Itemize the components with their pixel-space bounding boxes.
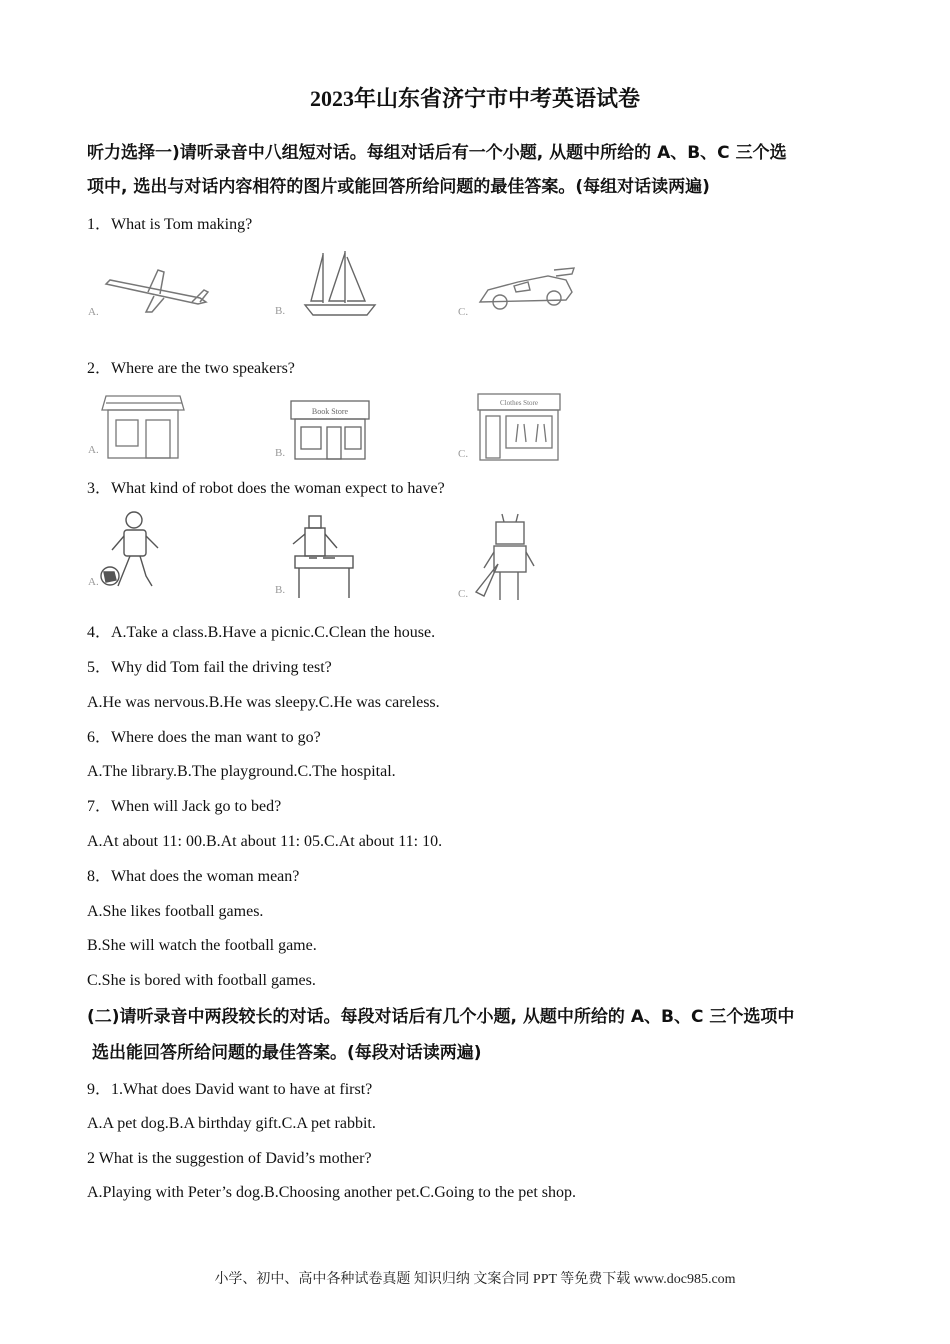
q2-option-b: B. [275, 447, 286, 459]
question-9-sub1-answers: A.A pet dog.B.A birthday gift.C.A pet rabbit. [87, 1115, 376, 1132]
q3-option-b: B. [275, 584, 286, 596]
question-7-answers: A.At about 11: 00.B.At about 11: 05.C.At about 11: 10. [87, 833, 443, 850]
question-8-answer-b: B.She will watch the football game. [87, 937, 317, 954]
question-4: 4．A.Take a class.B.Have a picnic.C.Clean the house. [87, 624, 436, 641]
page-footer: 小学、初中、高中各种试卷真题 知识归纳 文案合同 PPT 等免费下载 www.doc985.com [214, 1272, 736, 1287]
section1-heading-line1: 听力选择一)请听录音中八组短对话。每组对话后有一个小题, 从题中所给的 A、B、C 三个选 [87, 143, 787, 163]
q2-option-c: C. [458, 448, 469, 460]
clothes-store-sign: Clothes Store [500, 399, 538, 407]
cooking-robot-picture [275, 514, 365, 602]
question-9-sub2: 2 What is the suggestion of David’s mother? [87, 1150, 372, 1167]
question-9-sub2-answers: A.Playing with Peter’s dog.B.Choosing another pet.C.Going to the pet shop. [87, 1184, 577, 1201]
book-store-sign: Book Store [311, 407, 349, 416]
question-7: 7．When will Jack go to bed? [87, 798, 282, 815]
question-8: 8．What does the woman mean? [87, 868, 300, 885]
question-9-sub1: 9．1.What does David want to have at first? [87, 1081, 373, 1098]
race-car-picture [458, 262, 583, 320]
section1-heading-line2: 项中, 选出与对话内容相符的图片或能回答所给问题的最佳答案。(每组对话读两遍) [87, 177, 710, 197]
question-6: 6．Where does the man want to go? [87, 729, 321, 746]
book-store-picture [275, 397, 377, 463]
question-1: 1．What is Tom making? [87, 216, 253, 233]
q1-option-c: C. [458, 306, 469, 318]
shop-picture [88, 392, 188, 462]
q2-option-a: A. [88, 444, 99, 456]
page-title: 2023年山东省济宁市中考英语试卷 [309, 86, 640, 111]
question-8-answer-c: C.She is bored with football games. [87, 972, 316, 989]
section2-heading-line2: 选出能回答所给问题的最佳答案。(每段对话读两遍) [92, 1043, 482, 1063]
q3-option-c: C. [458, 588, 469, 600]
question-5-answers: A.He was nervous.B.He was sleepy.C.He was careless. [87, 694, 440, 711]
question-5: 5．Why did Tom fail the driving test? [87, 659, 332, 676]
football-robot-picture [88, 510, 198, 595]
q3-option-a: A. [88, 576, 99, 588]
question-3: 3．What kind of robot does the woman expect to have? [87, 480, 445, 497]
airplane-picture [88, 262, 218, 322]
q1-option-a: A. [88, 306, 99, 318]
question-2: 2．Where are the two speakers? [87, 360, 295, 377]
sailboat-picture [275, 247, 395, 322]
question-8-answer-a: A.She likes football games. [87, 903, 264, 920]
question-6-answers: A.The library.B.The playground.C.The hospital. [87, 763, 396, 780]
q1-option-b: B. [275, 305, 286, 317]
section2-heading-line1: (二)请听录音中两段较长的对话。每段对话后有几个小题, 从题中所给的 A、B、C 三个选项中 [87, 1007, 795, 1027]
clothes-store-picture [458, 392, 566, 462]
cleaning-robot-picture [458, 512, 548, 604]
